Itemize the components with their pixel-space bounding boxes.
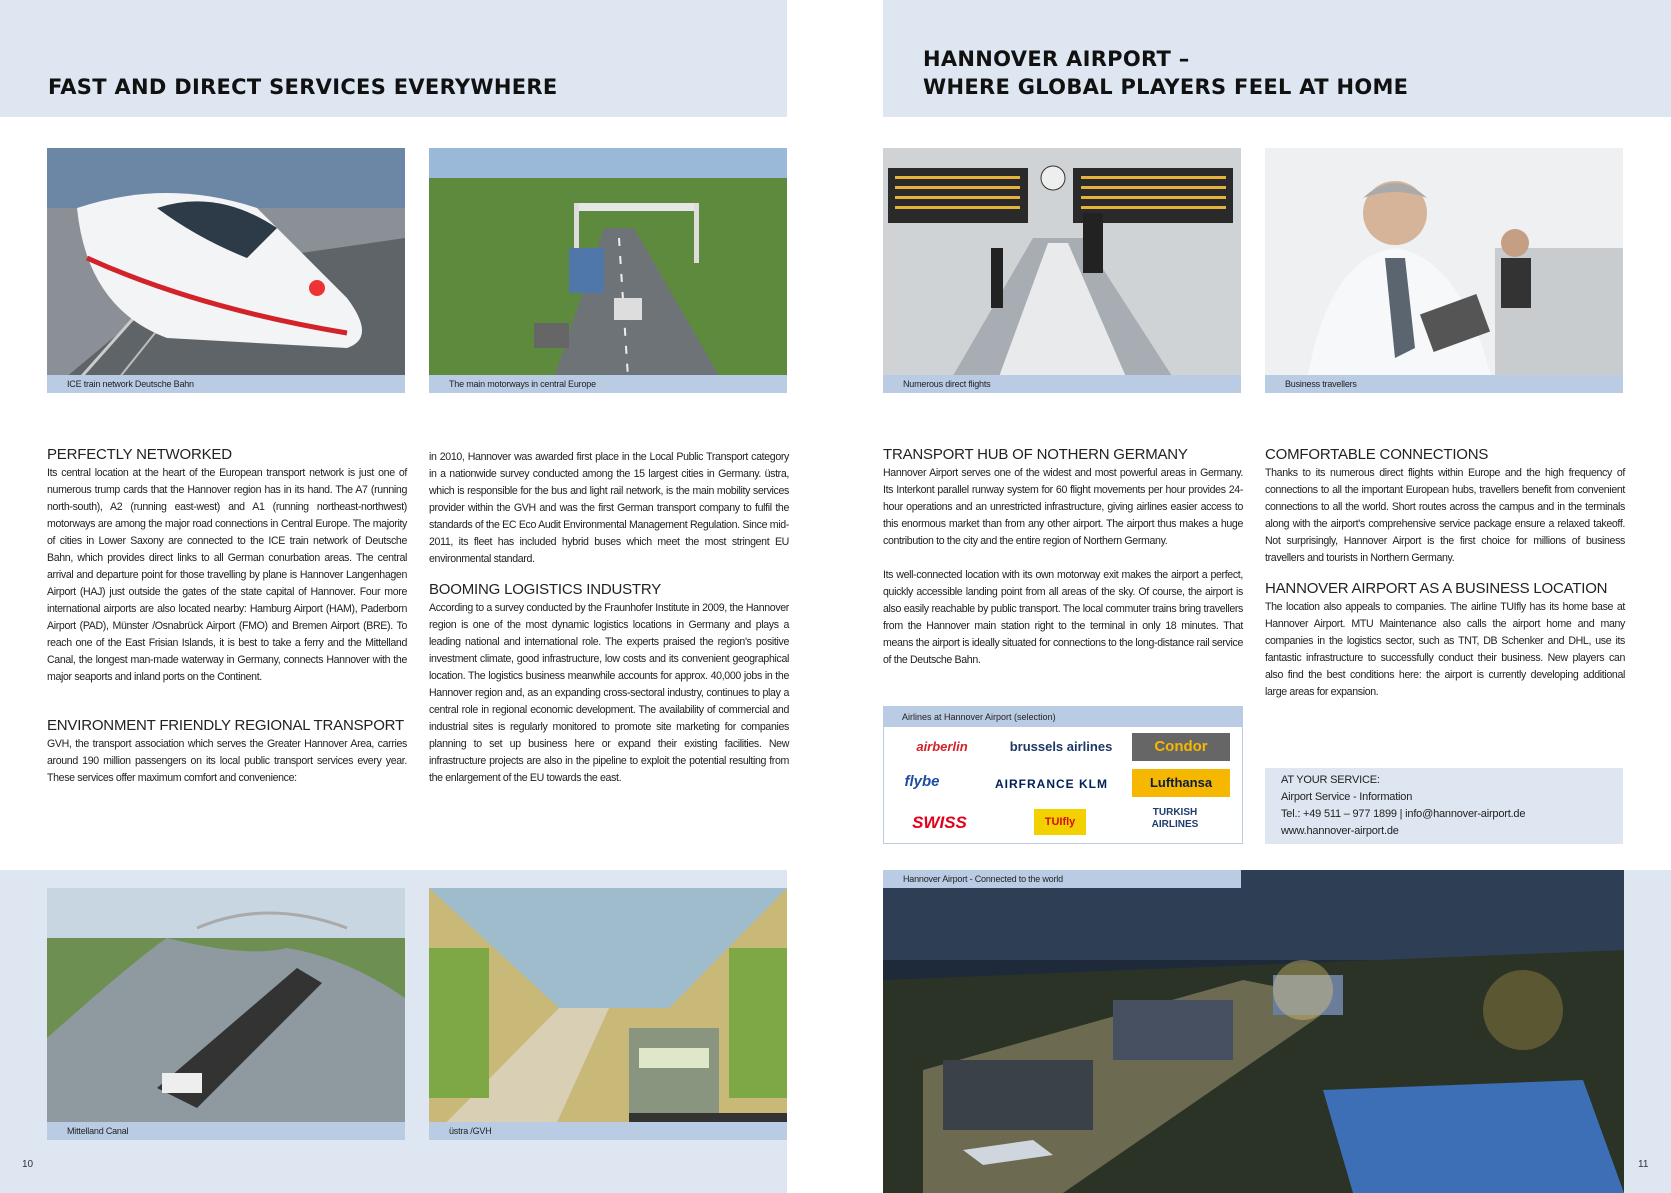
logistics-heading: BOOMING LOGISTICS INDUSTRY xyxy=(429,581,662,598)
airport-aerial-caption: Hannover Airport - Connected to the world xyxy=(883,870,1241,888)
tuifly-logo: TUIfly xyxy=(1034,809,1086,835)
ustra-photo xyxy=(429,888,787,1140)
condor-logo: Condor xyxy=(1132,733,1230,761)
ustra-caption: üstra /GVH xyxy=(429,1122,787,1140)
perfectly-networked-text: Its central location at the heart of the European transport network is just one of numerous trump cards that the Hannover region has in its hand. The A7 (running north-south), A2 (running east-west) and A1 (running northeast-northwest) motorways are among the major road connections in Central Europe. The majority of cities in Lower Saxony are connected to the ICE train network of Deutsche Bahn, which provides direct links to all German conurbation areas. The central arrival and departure point for those travelling by plane is Hannover Langenhagen Airport (HAJ) just outside the gates of the state capital of Hannover. Four more international airports are also located nearby: Hamburg Airport (HAM), Paderborn Airport (PAD), Münster /Osnabrück Airport (FMO) and Bremen Airport (BRE). To reach one of the East Frisian Islands, it is best to take a ferry and the Mittelland Canal, the longest man-made waterway in Germany, connects Hannover with the major seaports and inland ports on the Continent. xyxy=(47,467,407,683)
canal-photo xyxy=(47,888,405,1140)
service-heading: AT YOUR SERVICE: xyxy=(1281,774,1380,786)
comfortable-connections-text: Thanks to its numerous direct flights within Europe and the high frequency of connections to all the important European hubs, travellers benefit from convenient connections to all the world. Short routes across the campus and in the terminals along with the airport's comprehensive service package ensure a relaxed takeoff. Not surprisingly, Hannover Airport is the first choice for millions of business travellers and tourists in Northern Germany. xyxy=(1265,467,1625,564)
transport-hub-heading: TRANSPORT HUB OF NOTHERN GERMANY xyxy=(883,446,1188,463)
right-column-2 xyxy=(1265,445,1625,701)
service-website[interactable]: www.hannover-airport.de xyxy=(1281,825,1399,837)
left-column-1 xyxy=(47,445,407,787)
environment-heading: ENVIRONMENT FRIENDLY REGIONAL TRANSPORT xyxy=(47,717,404,734)
environment-continued-text: in 2010, Hannover was awarded first place in the Local Public Transport category in a nationwide survey conducted among the 15 largest cities in Germany. üstra, which is responsible for the bus and light rail network, is the main mobility services provider within the GVH and was the first German transport company to fulfil the standards of the EC Eco Audit Environmental Management Regulation. Since mid-2011, its fleet has included hybrid buses which meet the most stringent EU environmental standard. xyxy=(429,451,789,565)
service-line-1: Airport Service - Information xyxy=(1281,791,1413,803)
motorway-caption: The main motorways in central Europe xyxy=(429,375,787,393)
airlines-heading: Airlines at Hannover Airport (selection) xyxy=(884,707,1242,727)
service-box xyxy=(1265,768,1623,844)
transport-hub-text-2: Its well-connected location with its own motorway exit makes the airport a perfect, quickly accessible landing point from all areas of the sky. Of course, the airport is also easily reachable by public transport. The local commuter trains bring travellers from the Hannover main station right to the terminal in only 18 minutes. That means the airport is ideally situated for connections to the long-distance rail service of the Deutsche Bahn. xyxy=(883,569,1243,666)
business-travellers-caption: Business travellers xyxy=(1265,375,1623,393)
lufthansa-logo: Lufthansa xyxy=(1132,769,1230,797)
business-location-heading: HANNOVER AIRPORT AS A BUSINESS LOCATION xyxy=(1265,580,1608,597)
airport-aerial-photo xyxy=(883,870,1624,1193)
direct-flights-caption: Numerous direct flights xyxy=(883,375,1241,393)
ice-train-caption: ICE train network Deutsche Bahn xyxy=(47,375,405,393)
canal-caption: Mittelland Canal xyxy=(47,1122,405,1140)
business-travellers-photo xyxy=(1265,148,1623,393)
brussels-airlines-logo: brussels airlines xyxy=(1009,739,1113,754)
left-page-number: 10 xyxy=(22,1159,34,1170)
business-location-text: The location also appeals to companies. The airline TUIfly has its home base at Hannover Airport. MTU Maintenance also calls the airport home and many companies in the logistics sector, such as TNT, DB Schenker and DHL, use its fantastic infrastructure to successfully conduct their business. New players can also find the best conditions here: the airport is currently developing additional large areas for expansion. xyxy=(1265,601,1625,698)
service-contact[interactable]: Tel.: +49 511 – 977 1899 | info@hannover-airport.de xyxy=(1281,808,1526,820)
left-page-title: FAST AND DIRECT SERVICES EVERYWHERE xyxy=(48,75,558,99)
direct-flights-photo xyxy=(883,148,1241,393)
airfrance-klm-logo: AIRFRANCE KLM xyxy=(995,777,1108,791)
right-column-1 xyxy=(883,445,1243,669)
right-page-title-line1: HANNOVER AIRPORT – xyxy=(923,47,1190,71)
right-page-number: 11 xyxy=(1638,1159,1649,1170)
logistics-text: According to a survey conducted by the Fraunhofer Institute in 2009, the Hannover region is one of the most dynamic logistics locations in Germany and plays a leading national and international role. The experts praised the region's positive investment climate, good infrastructure, low costs and its convenient geographical location. The logistics business meanwhile accounts for approx. 40,000 jobs in the Hannover region and, as an expanding cross-sectoral industry, continues to play a central role in regional economic development. The availability of commercial and industrial sites is regularly monitored to promote site marketing for companies planning to set up business here or expand their existing facilities. New infrastructure projects are also in the pipeline to exploit the potential resulting from the enlargement of the EU towards the east. xyxy=(429,602,789,784)
transport-hub-text: Hannover Airport serves one of the widest and most powerful areas in Germany. Its Interkont parallel runway system for 60 flight movements per hour provides 24-hour operations and an unrestricted infrastructure, giving airlines easier access to this enormous market than from any other airport. The airport thus makes a huge contribution to the city and the entire region of Northern Germany. xyxy=(883,467,1243,547)
flybe-logo: flybe xyxy=(904,773,940,790)
left-column-2 xyxy=(429,449,789,787)
environment-text: GVH, the transport association which serves the Greater Hannover Area, carries around 190 million passengers on its local public transport services every year. These services offer maximum comfort and convenience: xyxy=(47,738,407,784)
turkish-airlines-logo: TURKISH AIRLINES xyxy=(1151,807,1199,830)
right-page-title-line2: WHERE GLOBAL PLAYERS FEEL AT HOME xyxy=(923,75,1409,99)
airlines-box xyxy=(883,706,1243,844)
swiss-logo: SWISS xyxy=(912,813,967,832)
airberlin-logo: airberlin xyxy=(916,739,968,754)
motorway-photo xyxy=(429,148,787,393)
comfortable-connections-heading: COMFORTABLE CONNECTIONS xyxy=(1265,446,1489,463)
ice-train-photo xyxy=(47,148,405,393)
perfectly-networked-heading: PERFECTLY NETWORKED xyxy=(47,446,232,463)
